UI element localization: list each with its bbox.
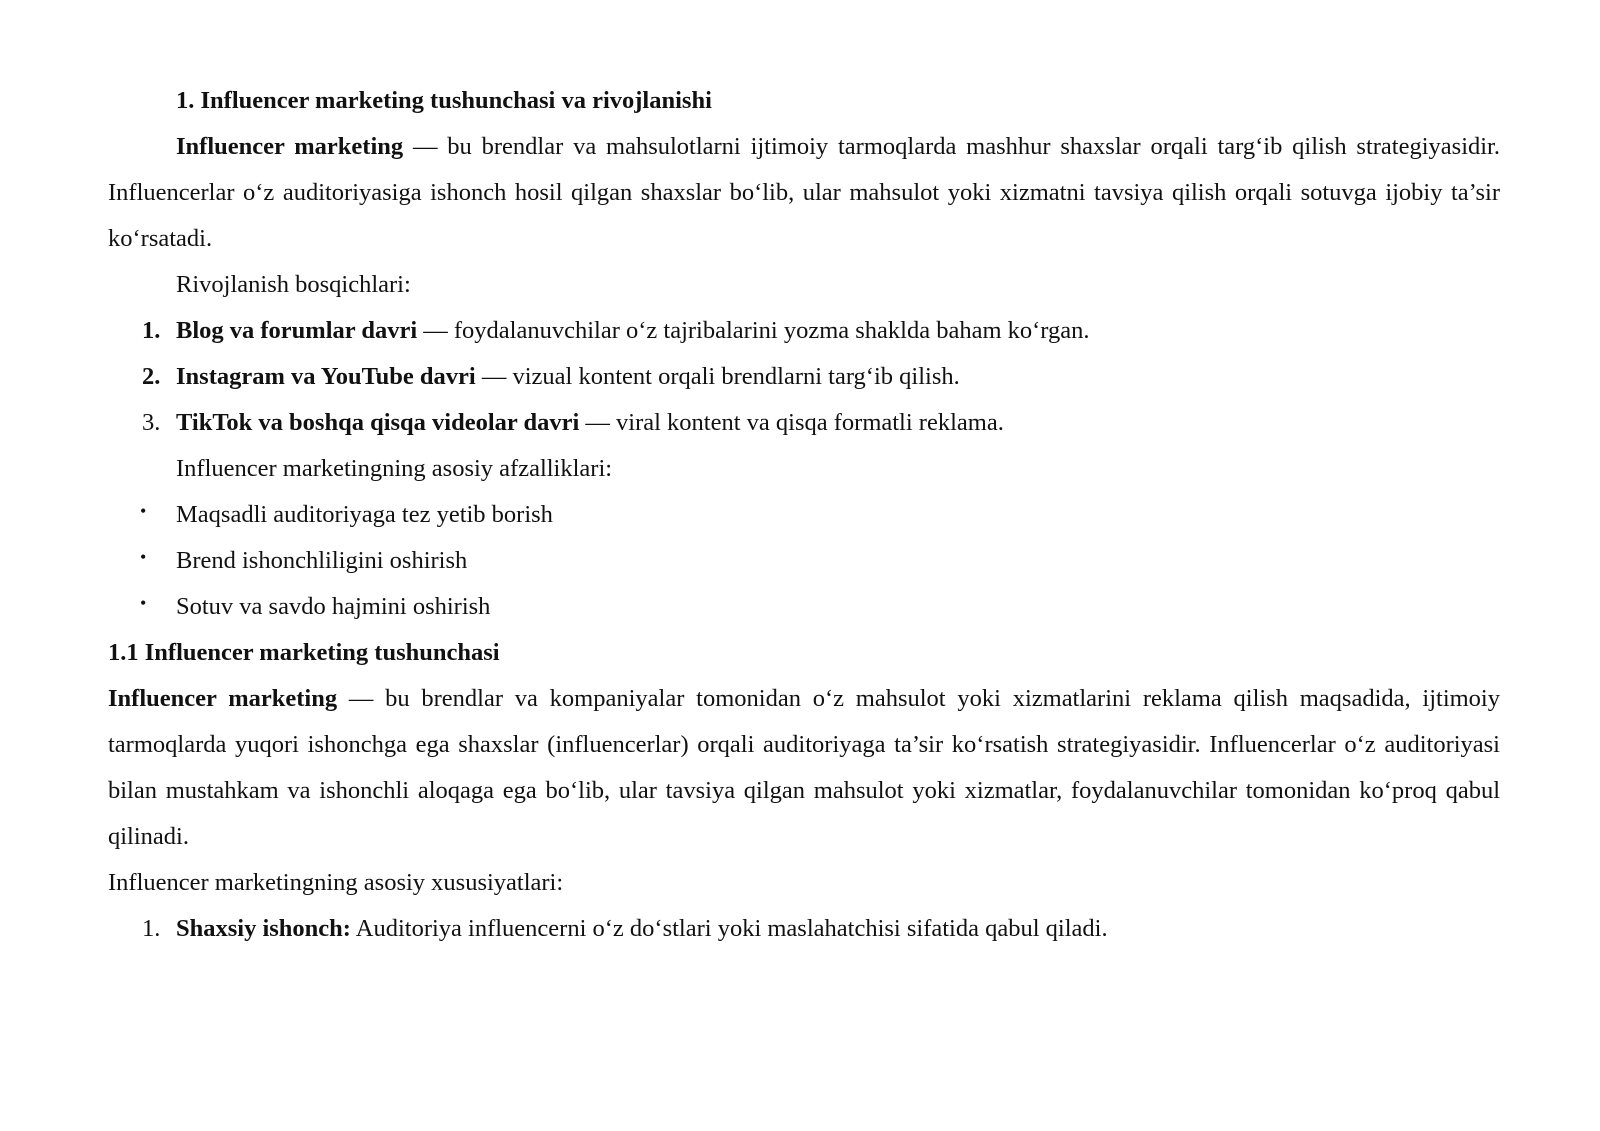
stage-number: 1. <box>142 317 161 344</box>
bullet-icon: • <box>140 547 147 567</box>
advantage-item <box>108 538 1500 584</box>
stage-term: TikTok va boshqa qisqa videolar davri <box>176 409 580 436</box>
stage-number: 2. <box>142 363 161 390</box>
advantage-item <box>108 584 1500 630</box>
stage-item <box>108 400 1500 446</box>
advantages-intro: Influencer marketingning asosiy afzalliklari: <box>176 455 613 482</box>
advantage-text: Sotuv va savdo hajmini oshirish <box>176 593 491 620</box>
advantage-item <box>108 492 1500 538</box>
section-1-1-definition <box>108 676 1500 860</box>
section-1-1-heading: 1.1 Influencer marketing tushunchasi <box>108 639 500 666</box>
stage-text: — vizual kontent orqali brendlarni targ‘ib qilish. <box>475 363 960 390</box>
stage-term: Blog va forumlar davri <box>176 317 418 344</box>
stages-intro: Rivojlanish bosqichlari: <box>176 271 411 298</box>
definition-term: Influencer marketing <box>108 685 338 712</box>
section-1-definition <box>108 124 1500 262</box>
advantage-text: Maqsadli auditoriyaga tez yetib borish <box>176 501 553 528</box>
stage-item <box>108 354 1500 400</box>
section-1-heading: 1. Influencer marketing tushunchasi va rivojlanishi <box>176 87 712 114</box>
stage-text: — foydalanuvchilar o‘z tajribalarini yozma shaklda baham ko‘rgan. <box>417 317 1090 344</box>
bullet-icon: • <box>140 593 147 613</box>
bullet-icon: • <box>140 501 147 521</box>
stage-item <box>108 308 1500 354</box>
advantage-text: Brend ishonchliligini oshirish <box>176 547 468 574</box>
stage-number: 3. <box>142 409 161 436</box>
feature-text: Auditoriya influencerni o‘z do‘stlari yoki maslahatchisi sifatida qabul qiladi. <box>350 915 1108 942</box>
stage-text: — viral kontent va qisqa formatli reklama. <box>579 409 1004 436</box>
definition-text: — bu brendlar va mahsulotlarni ijtimoiy tarmoqlarda mashhur shaxslar orqali targ‘ib qilish strategiyasidir. Influencerlar o‘z auditoriyasiga ishonch hosil qilgan shaxslar bo‘lib, ular mahsulot yoki xizmatni tavsiya qilish orqali sotuvga ijobiy ta’sir ko‘rsatadi. <box>108 133 1500 252</box>
document-page <box>108 78 1500 952</box>
feature-number: 1. <box>142 915 161 942</box>
features-intro: Influencer marketingning asosiy xususiyatlari: <box>108 869 564 896</box>
definition-term: Influencer marketing <box>176 133 404 160</box>
feature-term: Shaxsiy ishonch: <box>176 915 351 942</box>
stage-term: Instagram va YouTube davri <box>176 363 476 390</box>
definition-text: — bu brendlar va kompaniyalar tomonidan o‘z mahsulot yoki xizmatlarini reklama qilish maqsadida, ijtimoiy tarmoqlarda yuqori ishonchga ega shaxslar (influencerlar) orqali auditoriyaga ta’sir ko‘rsatish strategiyasidir. Influencerlar o‘z auditoriyasi bilan mustahkam va ishonchli aloqaga ega bo‘lib, ular tavsiya qilgan mahsulot yoki xizmatlar, foydalanuvchilar tomonidan ko‘proq qabul qilinadi. <box>108 685 1500 850</box>
feature-item <box>108 906 1500 952</box>
